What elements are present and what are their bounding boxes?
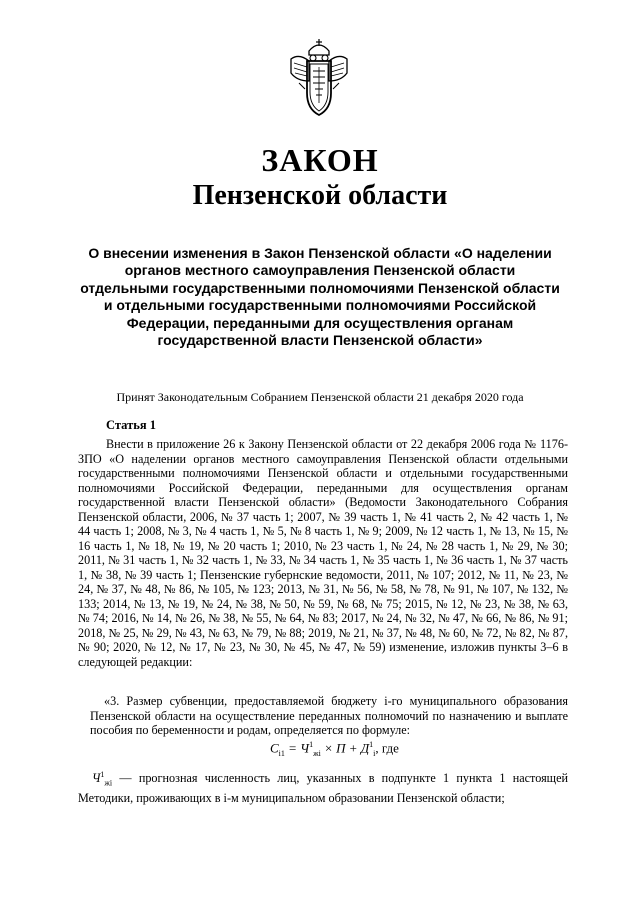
formula-ch-sup: 1 (309, 740, 314, 749)
variable-sup: 1 (100, 770, 105, 779)
article-paragraph-2: «3. Размер субвенции, предоставляемой бюджету i-го муниципального образования Пензенской области на осуществление переданных полномочий по назначению и выплате пособия по беременности и родам, определяется по формуле: (90, 694, 568, 737)
formula-c-index: i1 (278, 748, 285, 758)
variable-symbol: Ч (92, 771, 101, 786)
formula-d-sup: 1 (369, 740, 374, 749)
law-title: ЗАКОН (261, 142, 379, 178)
subvention-formula (270, 740, 399, 758)
adoption-note: Принят Законодательным Собранием Пензенской области 21 декабря 2020 года (116, 390, 524, 404)
law-subtitle: Пензенской области (192, 180, 448, 211)
formula-tail: , где (375, 740, 399, 756)
formula-c: С (270, 740, 279, 756)
coat-of-arms-icon (285, 37, 353, 119)
article-heading: Статья 1 (106, 418, 156, 432)
document-heading: О внесении изменения в Закон Пензенской области «О наделении органов местного самоуправления Пензенской области отдельными государственными полномочиями Пензенской области и отдельными государственными полномочиями Российской Федерации, переданными для осуществления органам государственной власти Пензенской области» (80, 245, 560, 349)
variable-definition: — прогнозная численность лиц, указанных в подпункте 1 пункта 1 настоящей Методики, проживающих в i-м муниципальном образовании Пензенской области; (78, 771, 568, 805)
article-paragraph-1: Внести в приложение 26 к Закону Пензенской области от 22 декабря 2006 года № 1176-ЗПО «О наделении органов местного самоуправления Пензенской области отдельными государственными полномочиями Пензенской области и отдельными государственными полномочиями Российской Федерации, переданными для осуществления органам государственной власти Пензенской области» (Ведомости Законодательного Собрания Пензенской области, 2006, № 37 часть 1; 2007, № 39 часть 1, № 41 часть 2, № 42 часть 1, № 44 часть 1; 2008, № 3, № 4 часть 1, № 5, № 8 часть 1, № 9; 2009, № 12 часть 1, № 13, № 15, № 16 часть 1, № 18, № 19, № 20 часть 1; 2010, № 23 часть 1, № 24, № 28 часть 1, № 29, № 30; 2011, № 31 часть 1, № 32 часть 1, № 33, № 34 часть 1, № 35 часть 1, № 36 часть 1, № 37 часть 1, № 38, № 39 часть 1; Пензенские губернские ведомости, 2011, № 107; 2012, № 11, № 23, № 24, № 37, № 48, № 86, № 105, № 123; 2013, № 31, № 56, № 58, № 78, № 91, № 107, № 132, № 133; 2014, № 13, № 19, № 24, № 38, № 50, № 59, № 68, № 75; 2015, № 12, № 23, № 38, № 63, № 74; 2016, № 14, № 26, № 38, № 55, № 64, № 83; 2017, № 24, № 32, № 47, № 66, № 86, № 91; 2018, № 25, № 29, № 43, № 63, № 79, № 88; 2019, № 21, № 37, № 48, № 60, № 72, № 82, № 87, № 90; 2020, № 12, № 17, № 23, № 30, № 45, № 47, № 59) изменение, изложив пункты 3–6 в следующей редакции: (78, 437, 568, 669)
variable-sub: жi (104, 778, 113, 788)
formula-ch-sub: жi (313, 748, 321, 758)
article-paragraph-3 (78, 768, 568, 806)
formula-mid: × П + Д (320, 740, 370, 756)
formula-eq: = Ч (284, 740, 310, 756)
formula-d-sub: i (373, 748, 376, 758)
